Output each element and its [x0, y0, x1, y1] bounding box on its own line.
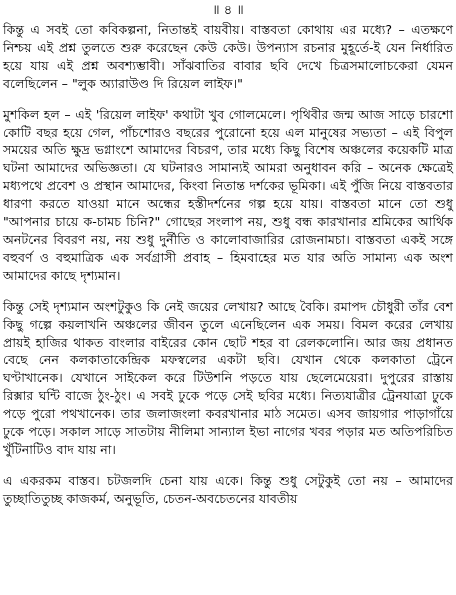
paragraph-gap	[3, 285, 453, 298]
paragraph-3: কিন্তু সেই দৃশ্যমান অংশটুকুও কি নেই জয়ের লেখায়? আছে বৈকি। রমাপদ চৌধুরী তাঁর বেশ কিছু গল্পে কয়লাখনি অঞ্চলের জীবন তুলে এনেছিলেন এক সময়। বিমল করের লেখায় প্রায়ই হাজির থাকত বাংলার বাইরের কোন ছোট শহর বা রেলকলোনি। আর জয় প্রধানত বেছে নেন কলকাতাকেন্দ্রিক মফস্বলের একটা ছবি। যেখান থেকে কলকাতা ট্রেনে ঘণ্টাখানেক। যেখানে সাইকেল করে টিউশনি পড়তে যায় ছেলেমেয়েরা। দুপুরের রাস্তায় রিক্সার ঘন্টি বাজে ঠুং-ঠুং। এ সবই ঢুকে পড়ে সেই ছবির মধ্যে। নিত্যযাত্রীর ট্রেনযাত্রা ঢুকে পড়ে পুরো পথখানেক। তার জলাজংলা কবরখানার মাঠ সমেত। এসব জায়গার পাড়াগাঁয়ে ঢুকে পড়ে। সকাল সাড়ে সাতটায় নীলিমা সান্যাল ইভা নাগের খবর পড়ার মত অতিপরিচিত খুঁটিনাটিও বাদ যায় না।	[3, 298, 453, 457]
page-number-heading: ॥ ৪ ॥	[212, 3, 244, 18]
paragraph-4: এ একরকম বাস্তব। চটজলদি চেনা যায় একে। কিন্তু শুধু সেটুকুই তো নয় – আমাদের তুচ্ছাতিতুচ্ছ কাজকর্ম, অনুভূতি, চেতন-অবচেতনের যাবতীয়	[3, 472, 453, 506]
paragraph-gap	[3, 93, 453, 106]
paragraph-1: কিন্তু এ সবই তো কবিকল্পনা, নিতান্তই বায়বীয়। বাস্তবতা কোথায় এর মধ্যে? – এতক্ষণে নিশ্চয় এই প্রশ্ন তুলতে শুরু করেছেন কেউ কেউ। উপন্যাস রচনার মুহূর্তে-ই যেন নির্ধারিত হয়ে যায় এই প্রশ্ন অবশ্যম্ভাবী। সাঁঝবাতির বাবার ছবি দেখে চিত্রসমালোচকেরা যেমন বলেছিলেন – "লুক অ্যারাউণ্ড দি রিয়েল লাইফ।"	[3, 22, 453, 91]
paragraph-gap	[3, 459, 453, 472]
paragraph-2: মুশকিল হল – এই 'রিয়েল লাইফ' কথাটা খুব গোলমেলে। পৃথিবীর জন্ম আজ সাড়ে চারশো কোটি বছর হয়ে গেল, পাঁচশোরও বছরের পুরোনো হয়ে এল মানুষের সভ্যতা – এই বিপুল সময়ের অতি ক্ষুদ্র ভগ্নাংশে আমাদের বিচরণ, তার মধ্যে কিছু বিশেষ অঞ্চলের কয়েকটি মাত্র ঘটনা আমাদের অভিজ্ঞতা। যে ঘটনারও সামান্যই আমরা অনুধাবন করি – অনেক ক্ষেত্রেই মধ্যপথে প্রবেশ ও প্রস্থান আমাদের, কিংবা নিতান্ত দর্শকের ভূমিকা। এই পুঁজি নিয়ে বাস্তবতার ধারণা করতে যাওয়া মানে অন্ধের হস্তীদর্শনের গল্প হয়ে যায়। বাস্তবতা মানে তো শুধু "আপনার চায়ে ক-চামচ চিনি?" গোছের সংলাপ নয়, শুধু বন্ধ কারখানার শ্রমিকের আর্থিক অনটনের বিবরণ নয়, নয় শুধু দুর্নীতি ও কালোবাজারির রোজনামচা। বাস্তবতা একই সঙ্গে বহুবর্ণ ও বহুমাত্রিক এক সর্বগ্রাসী প্রবাহ – হিমবাহের মত যার অতি সামান্য এক অংশ আমাদের কাছে দৃশ্যমান।	[3, 106, 453, 283]
